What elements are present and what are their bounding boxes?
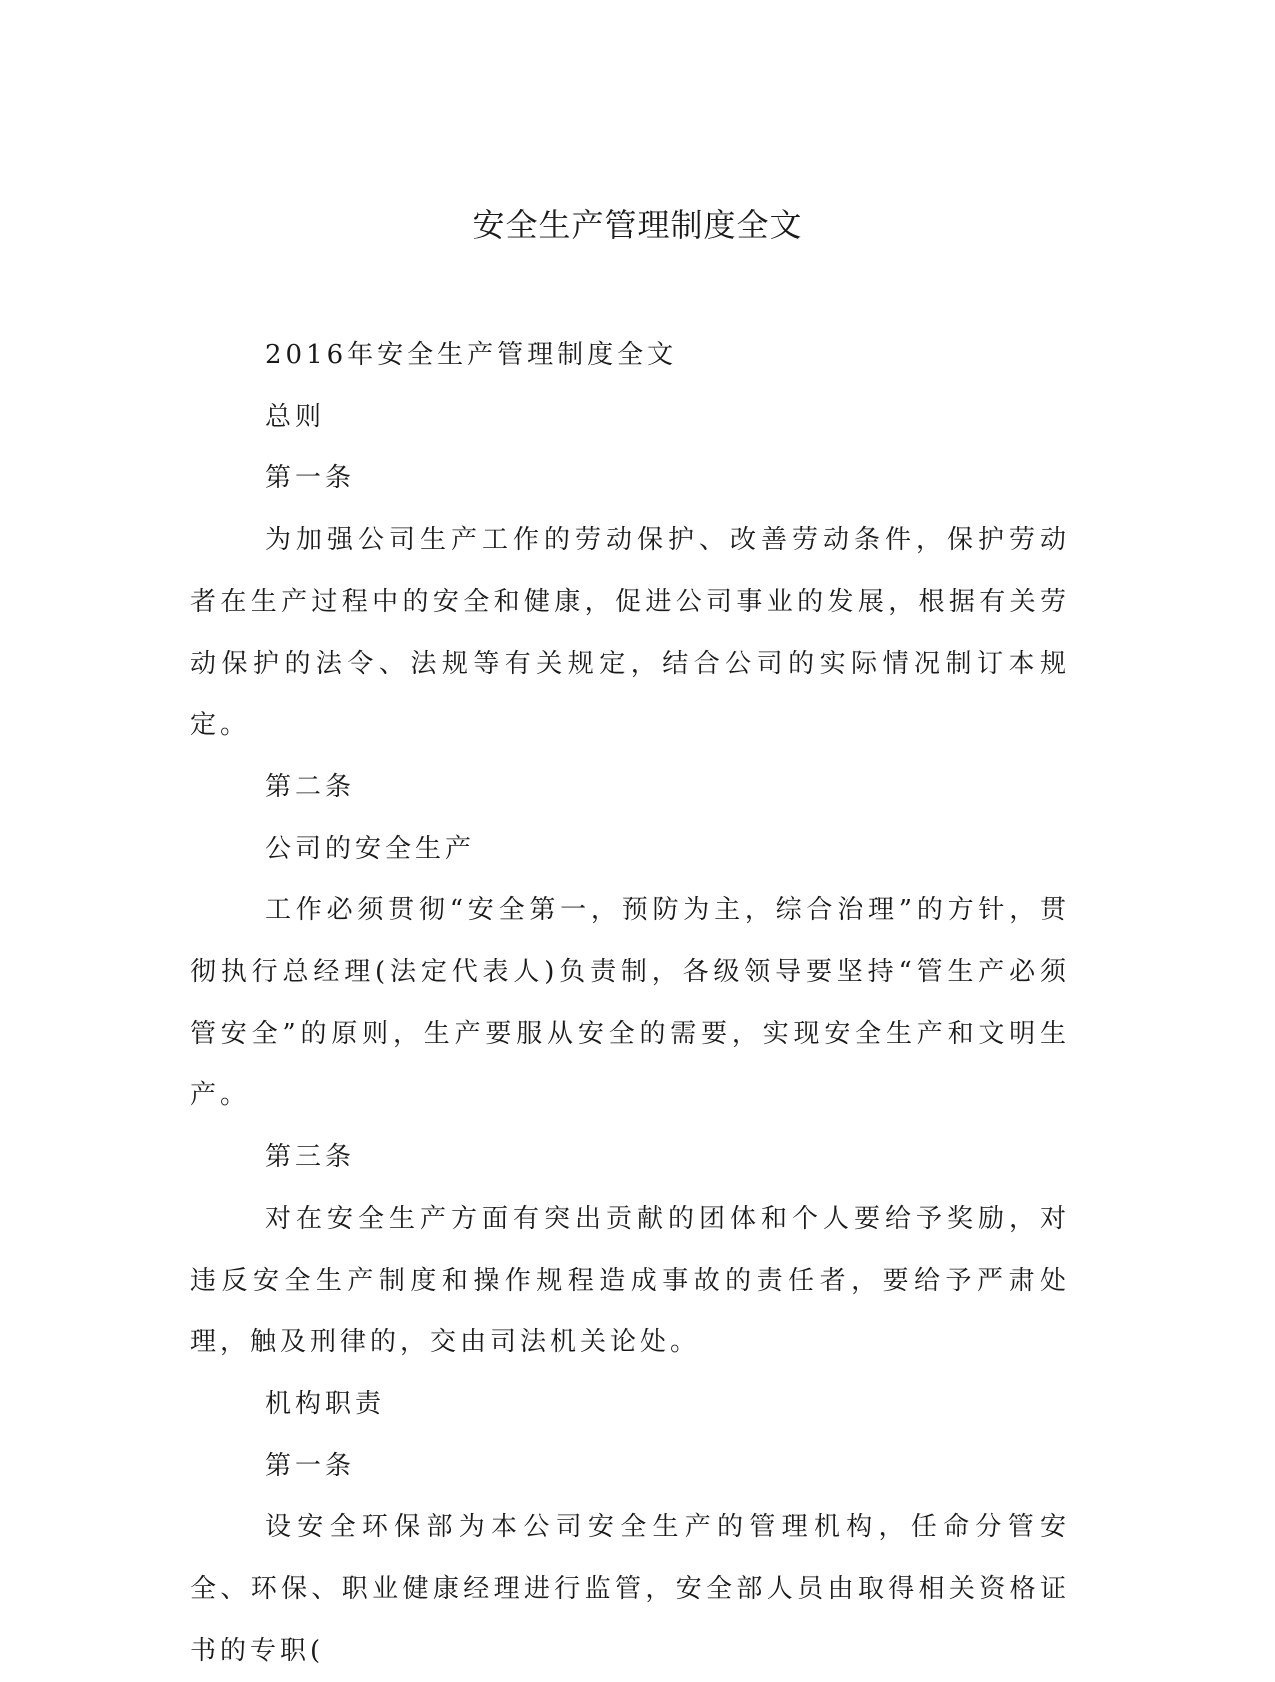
section-heading-general: 总则: [265, 401, 326, 432]
paragraph: 为加强公司生产工作的劳动保护、改善劳动条件，保护劳动者在生产过程中的安全和健康，促进公司事业的发展，根据有关劳动保护的法令、法规等有关规定，结合公司的实际情况制订本规定。: [190, 525, 1070, 741]
paragraph: 设安全环保部为本公司安全生产的管理机构，任命分管安全、环保、职业健康经理进行监管，安全部人员由取得相关资格证书的专职(: [190, 1512, 1070, 1666]
paragraph: 公司的安全生产: [265, 833, 476, 864]
article-heading: 第三条: [265, 1142, 356, 1173]
paragraph: 对在安全生产方面有突出贡献的团体和个人要给予奖励，对违反安全生产制度和操作规程造成事故的责任者，要给予严肃处理，触及刑律的，交由司法机关论处。: [190, 1203, 1070, 1358]
document-body: [190, 325, 1070, 1682]
paragraph: 工作必须贯彻“安全第一，预防为主，综合治理”的方针，贯彻执行总经理(法定代表人)负责制，各级领导要坚持“管生产必须管安全”的原则，生产要服从安全的需要，实现安全生产和文明生产。: [190, 895, 1070, 1111]
article-heading: 第二条: [265, 771, 356, 802]
article-heading: 第一条: [265, 1450, 356, 1481]
paragraph-subtitle: 2016年安全生产管理制度全文: [265, 340, 678, 370]
article-heading: 第一条: [265, 463, 356, 494]
section-heading-organization: 机构职责: [265, 1388, 386, 1419]
document-title: 安全生产管理制度全文: [472, 206, 803, 244]
